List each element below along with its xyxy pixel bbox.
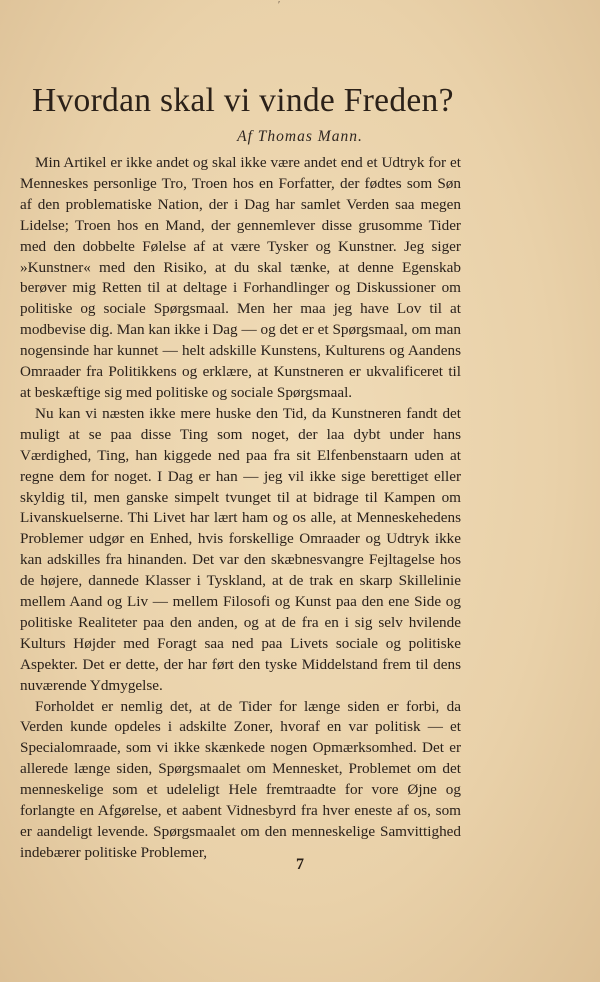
paragraph-2: Nu kan vi næsten ikke mere huske den Tid, da Kunstneren fandt det muligt at se paa disse Ting som noget, der laa dybt under hans Værdighed, Ting, han kiggede ned paa fra sit Elfenbenstaarn uden at regne dem for noget. I Dag er han — jeg vil ikke sige berettiget eller skyldig til, men ganske simpelt tvunget til at bidrage til Kampen om Livanskuelserne. Thi Livet har lært ham og os alle, at Menneskehedens Problemer udgør en Enhed, hvis forskellige Omraader og Udtryk ikke kan adskilles fra hinanden. Det var den skæbnesvangre Fejltagelse hos de højere, dannede Klasser i Tyskland, at de trak en skarp Skillelinie mellem Aand og Liv — mellem Filosofi og Kunst paa den ene Side og politiske Realiteter paa den anden, og at de fra en i sig selv hvilende Kulturs Højder med Foragt saa ned paa Livets sociale og politiske Aspekter. Det er dette, der har ført den tyske Middelstand frem til dens nuværende Ydmygelse. bbox=[20, 404, 461, 694]
article-body bbox=[20, 153, 461, 864]
page-number: 7 bbox=[296, 856, 304, 873]
article-title: Hvordan skal vi vinde Freden? bbox=[32, 82, 454, 119]
page-corner-mark: ′ bbox=[278, 0, 281, 11]
paragraph-1: Min Artikel er ikke andet og skal ikke være andet end et Udtryk for et Menneskes personlige Tro, Troen hos en Forfatter, der fødtes som Søn af den problematiske Nation, der i Dag har samlet Verden saa megen Lidelse; Troen hos en Mand, der gennemlever disse grusomme Tider med den dobbelte Følelse af at være Tysker og Kunstner. Jeg siger »Kunstner« med den Risiko, at du skal tænke, at denne Egenskab berøver mig Retten til at deltage i Forhandlinger og Diskussioner om politiske og sociale Spørgsmaal. Men her maa jeg have Lov til at modbevise dig. Man kan ikke i Dag — og det er et Spørgsmaal, om man nogensinde har kunnet — helt adskille Kunstens, Kulturens og Aandens Omraader fra Politikkens og erklære, at Kunstneren er ukvalificeret til at beskæftige sig med politiske og sociale Spørgsmaal. bbox=[20, 154, 461, 401]
paragraph-3: Forholdet er nemlig det, at de Tider for længe siden er forbi, da Verden kunde opdeles i adskilte Zoner, hvoraf en var politisk — et Specialomraade, som vi ikke skænkede nogen Opmærksomhed. Det er allerede længe siden, Spørgsmaalet om Mennesket, Problemet om det menneskelige som et udeleligt Hele fremtraadte for vore Øjne og forlangte en Afgørelse, et aabent Vidnesbyrd fra hver eneste af os, som er aandeligt levende. Spørgsmaalet om den menneskelige Samvittighed indebærer politiske Problemer, bbox=[20, 697, 461, 861]
article-author: Af Thomas Mann. bbox=[237, 128, 363, 145]
